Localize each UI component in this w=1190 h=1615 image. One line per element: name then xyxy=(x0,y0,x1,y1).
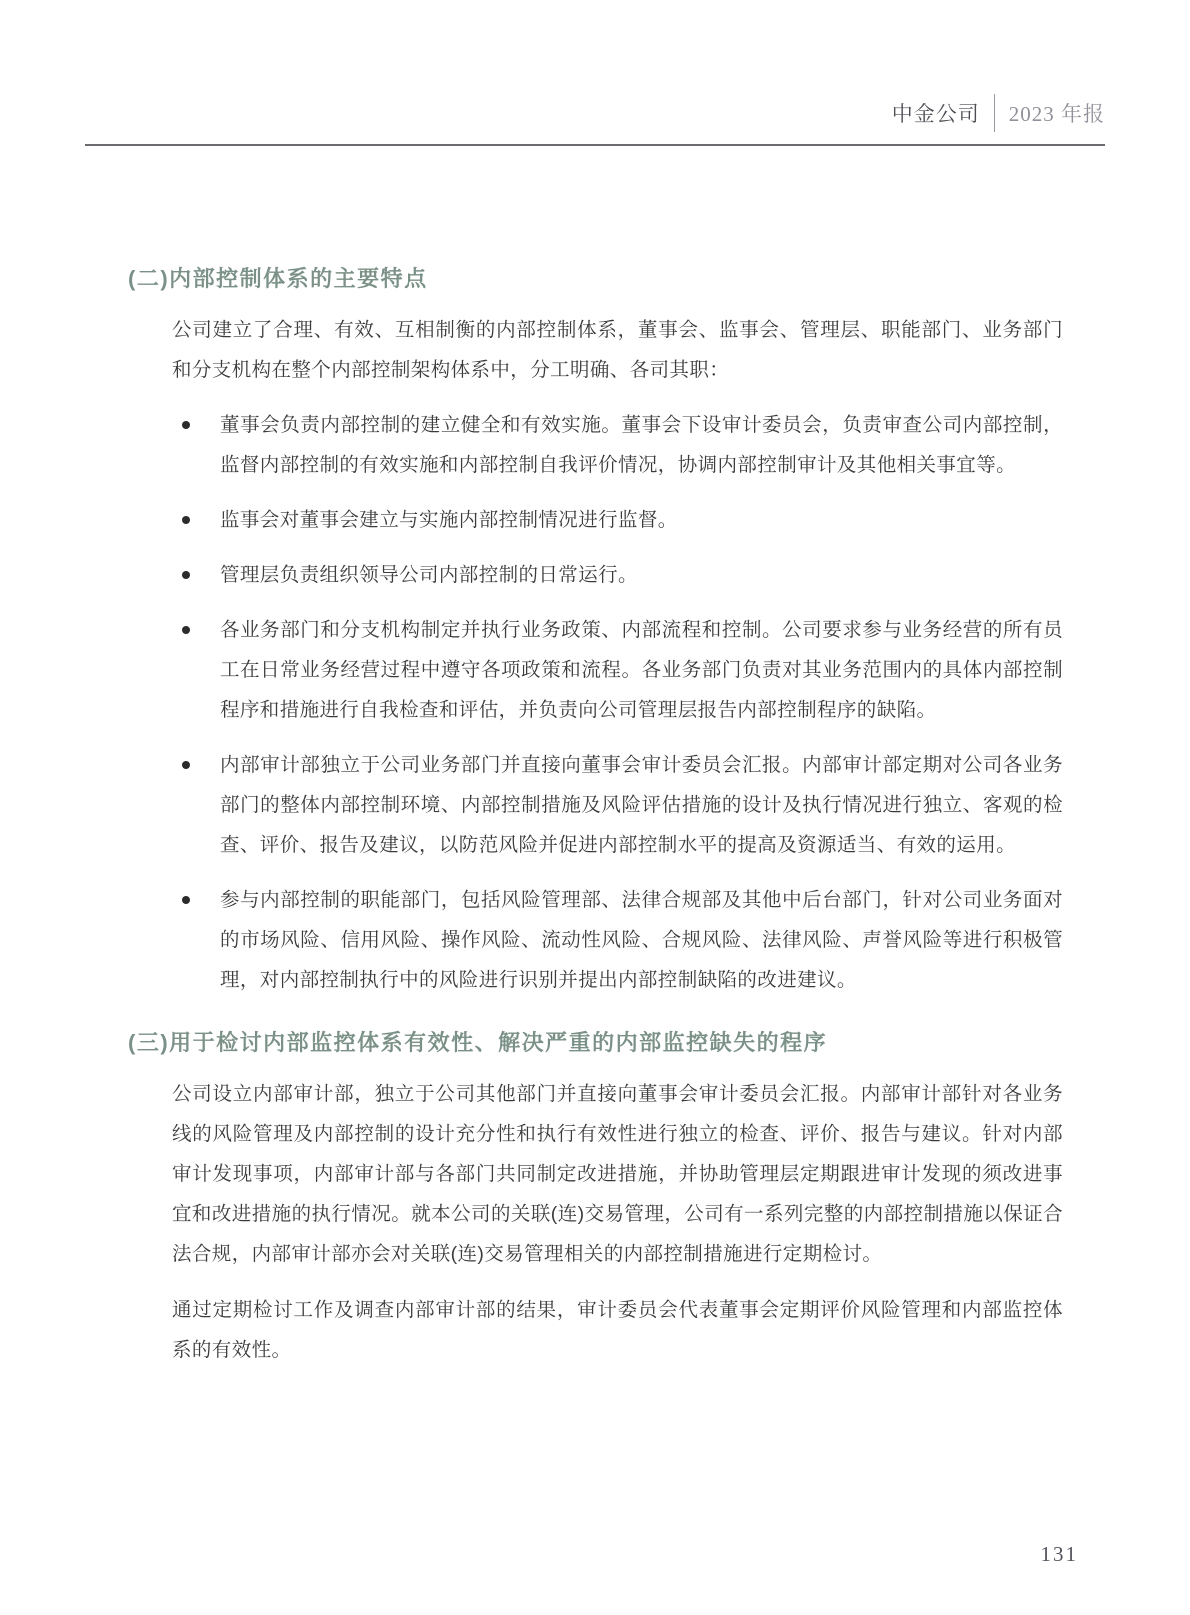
page-header-titles xyxy=(892,94,1105,146)
section-review-procedures xyxy=(128,1026,1063,1370)
bullet-icon xyxy=(182,761,190,769)
header-divider xyxy=(994,94,995,132)
bullet-text: 各业务部门和分支机构制定并执行业务政策、内部流程和控制。公司要求参与业务经营的所有员工在日常业务经营过程中遵守各项政策和流程。各业务部门负责对其业务范围内的具体内部控制程序和措施进行自我检查和评估，并负责向公司管理层报告内部控制程序的缺陷。 xyxy=(220,619,1063,721)
header-rule xyxy=(85,144,1105,146)
bullet-icon xyxy=(182,571,190,579)
list-item xyxy=(220,880,1063,1000)
list-item xyxy=(220,555,1063,595)
bullet-text: 内部审计部独立于公司业务部门并直接向董事会审计委员会汇报。内部审计部定期对公司各业务部门的整体内部控制环境、内部控制措施及风险评估措施的设计及执行情况进行独立、客观的检查、评价、报告及建议，以防范风险并促进内部控制水平的提高及资源适当、有效的运用。 xyxy=(220,754,1063,856)
list-item xyxy=(220,500,1063,540)
page-header xyxy=(85,0,1105,146)
bullet-text: 参与内部控制的职能部门，包括风险管理部、法律合规部及其他中后台部门，针对公司业务面对的市场风险、信用风险、操作风险、流动性风险、合规风险、法律风险、声誉风险等进行积极管理，对内部控制执行中的风险进行识别并提出内部控制缺陷的改进建议。 xyxy=(220,889,1063,991)
bullet-icon xyxy=(182,896,190,904)
section-paragraph: 通过定期检讨工作及调查内部审计部的结果，审计委员会代表董事会定期评价风险管理和内部监控体系的有效性。 xyxy=(172,1299,1063,1361)
bullet-text: 监事会对董事会建立与实施内部控制情况进行监督。 xyxy=(220,509,678,531)
section-intro-paragraph: 公司建立了合理、有效、互相制衡的内部控制体系，董事会、监事会、管理层、职能部门、业务部门和分支机构在整个内部控制架构体系中，分工明确、各司其职： xyxy=(172,319,1063,381)
list-item xyxy=(220,405,1063,485)
list-item xyxy=(220,610,1063,730)
section-internal-control-features xyxy=(128,262,1063,1000)
section-heading: (三)用于检讨内部监控体系有效性、解决严重的内部监控缺失的程序 xyxy=(128,1030,828,1055)
list-item xyxy=(220,745,1063,865)
bullet-text: 董事会负责内部控制的建立健全和有效实施。董事会下设审计委员会，负责审查公司内部控制，监督内部控制的有效实施和内部控制自我评价情况，协调内部控制审计及其他相关事宜等。 xyxy=(220,414,1063,476)
section-paragraph: 公司设立内部审计部，独立于公司其他部门并直接向董事会审计委员会汇报。内部审计部针对各业务线的风险管理及内部控制的设计充分性和执行有效性进行独立的检查、评价、报告与建议。针对内部审计发现事项，内部审计部与各部门共同制定改进措施，并协助管理层定期跟进审计发现的须改进事宜和改进措施的执行情况。就本公司的关联(连)交易管理，公司有一系列完整的内部控制措施以保证合法合规，内部审计部亦会对关联(连)交易管理相关的内部控制措施进行定期检讨。 xyxy=(172,1083,1063,1265)
report-edition: 2023 年报 xyxy=(1008,102,1105,126)
bullet-icon xyxy=(182,626,190,634)
page-number: 131 xyxy=(1040,1542,1078,1566)
bullet-text: 管理层负责组织领导公司内部控制的日常运行。 xyxy=(220,564,638,586)
bullet-icon xyxy=(182,421,190,429)
bullet-icon xyxy=(182,516,190,524)
bullet-list xyxy=(128,405,1063,1000)
section-heading: (二)内部控制体系的主要特点 xyxy=(128,266,428,291)
main-content xyxy=(128,262,1063,1370)
company-name: 中金公司 xyxy=(891,102,980,126)
